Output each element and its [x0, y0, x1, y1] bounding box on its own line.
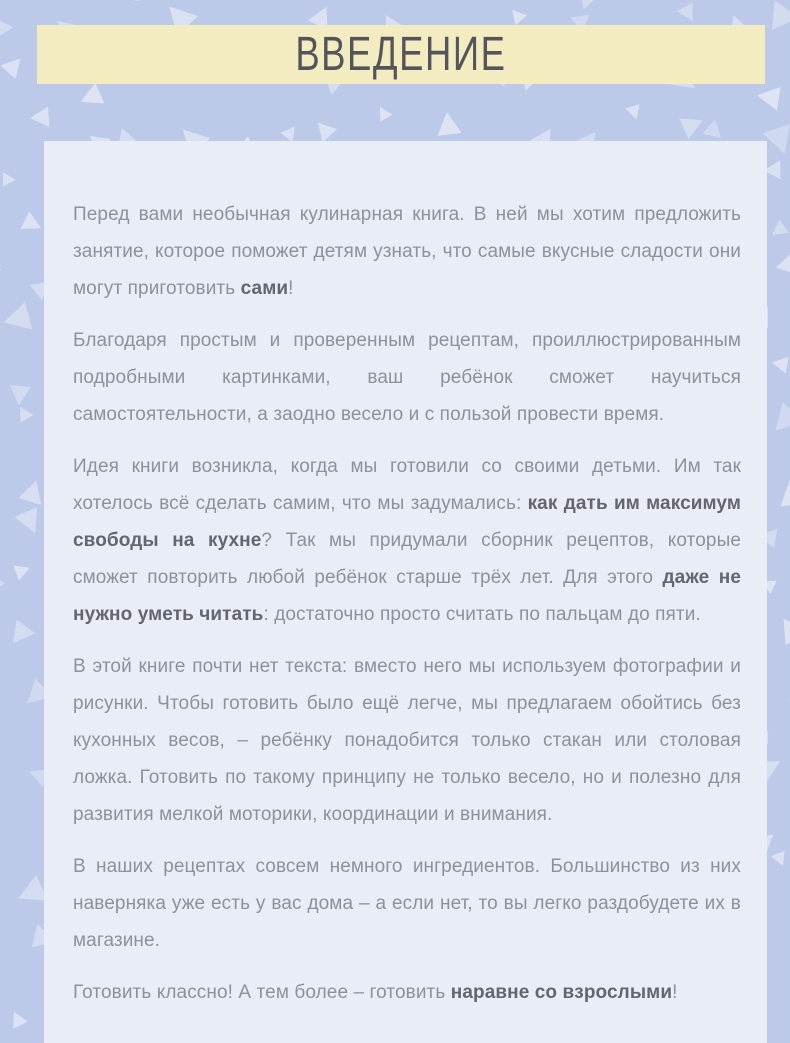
triangle-decoration: [764, 155, 789, 179]
text-run: В наших рецептах совсем немного ингредиентов. Большинство из них наверняка уже есть у вас дома – а если нет, то вы легко раздобудете их в магазине.: [73, 856, 741, 951]
triangle-decoration: [310, 115, 337, 142]
text-run: Идея книги возникла, когда мы готовили со своими детьми. Им так хотелось всё сделать самим, что мы задумались:: [73, 456, 741, 514]
triangle-decoration: [14, 403, 34, 422]
text-run: Благодаря простым и проверенным рецептам, проиллюстрированным подробными картинками, ваш ребёнок сможет научиться самостоятельности, а заодно весело и с пользой провести время.: [73, 330, 741, 425]
triangle-decoration: [571, 0, 605, 14]
triangle-decoration: [625, 104, 643, 121]
triangle-decoration: [0, 52, 28, 80]
paragraph: [73, 322, 741, 433]
text-run: Готовить классно! А тем более – готовить: [73, 982, 451, 1003]
triangle-decoration: [770, 354, 788, 373]
paragraph: [73, 196, 741, 307]
paragraphs-container: [73, 196, 741, 1011]
triangle-decoration: [8, 385, 31, 406]
text-run: В этой книге почти нет текста: вместо него мы используем фотографии и рисунки. Чтобы готовить было ещё легче, мы предлагаем обойтись без кухонных весов, – ребёнку понадобится только стакан или столовая ложка. Готовить по такому принципу не только весело, но и полезно для развития мелкой моторики, координации и внимания.: [73, 656, 741, 825]
triangle-decoration: [7, 1008, 28, 1029]
triangle-decoration: [3, 173, 17, 188]
content-card: [44, 141, 767, 1043]
paragraph: [73, 648, 741, 833]
page-title: ВВЕДЕНИЕ: [295, 27, 507, 81]
triangle-decoration: [703, 117, 725, 138]
paragraph: [73, 848, 741, 959]
triangle-decoration: [776, 251, 790, 273]
triangle-decoration: [776, 476, 790, 507]
triangle-decoration: [76, 83, 104, 112]
triangle-decoration: [677, 2, 700, 24]
triangle-decoration: [14, 506, 46, 537]
triangle-decoration: [0, 302, 33, 336]
triangle-decoration: [14, 560, 33, 580]
triangle-decoration: [768, 219, 790, 241]
triangle-decoration: [506, 4, 527, 25]
text-run: Перед вами необычная кулинарная книга. В ней мы хотим предложить занятие, которое поможет детям узнать, что самые вкусные сладости они могут приготовить: [73, 204, 741, 299]
paragraph: [73, 974, 741, 1011]
triangle-decoration: [171, 0, 199, 1]
triangle-decoration: [22, 0, 45, 3]
text-run: !: [672, 982, 678, 1003]
bold-text-run: как дать им максимум свободы на кухне: [73, 493, 742, 551]
triangle-decoration: [13, 874, 49, 911]
triangle-decoration: [3, 619, 34, 650]
text-run: !: [288, 278, 294, 299]
triangle-decoration: [374, 103, 393, 122]
text-run: ? Так мы придумали сборник рецептов, которые сможет повторить любой ребёнок старше трёх лет. Для этого: [73, 530, 741, 588]
paragraph: [73, 448, 741, 633]
triangle-decoration: [765, 401, 790, 440]
triangle-decoration: [325, 82, 340, 96]
triangle-decoration: [20, 211, 45, 237]
triangle-decoration: [0, 16, 14, 47]
triangle-decoration: [783, 617, 790, 645]
triangle-decoration: [772, 1, 790, 32]
title-band: [37, 25, 765, 84]
triangle-decoration: [132, 0, 160, 1]
text-run: : достаточно просто считать по пальцам до пяти.: [263, 604, 701, 625]
bold-text-run: сами: [240, 278, 289, 299]
triangle-decoration: [281, 121, 302, 141]
triangle-decoration: [756, 83, 782, 110]
triangle-decoration: [29, 106, 49, 128]
triangle-decoration: [0, 269, 2, 297]
triangle-decoration: [771, 851, 790, 869]
bold-text-run: наравне со взрослыми: [450, 982, 673, 1003]
triangle-decoration: [435, 110, 462, 135]
triangle-decoration: [784, 682, 790, 703]
bold-text-run: даже не нужно уметь читать: [73, 567, 742, 625]
triangle-decoration: [0, 561, 5, 596]
